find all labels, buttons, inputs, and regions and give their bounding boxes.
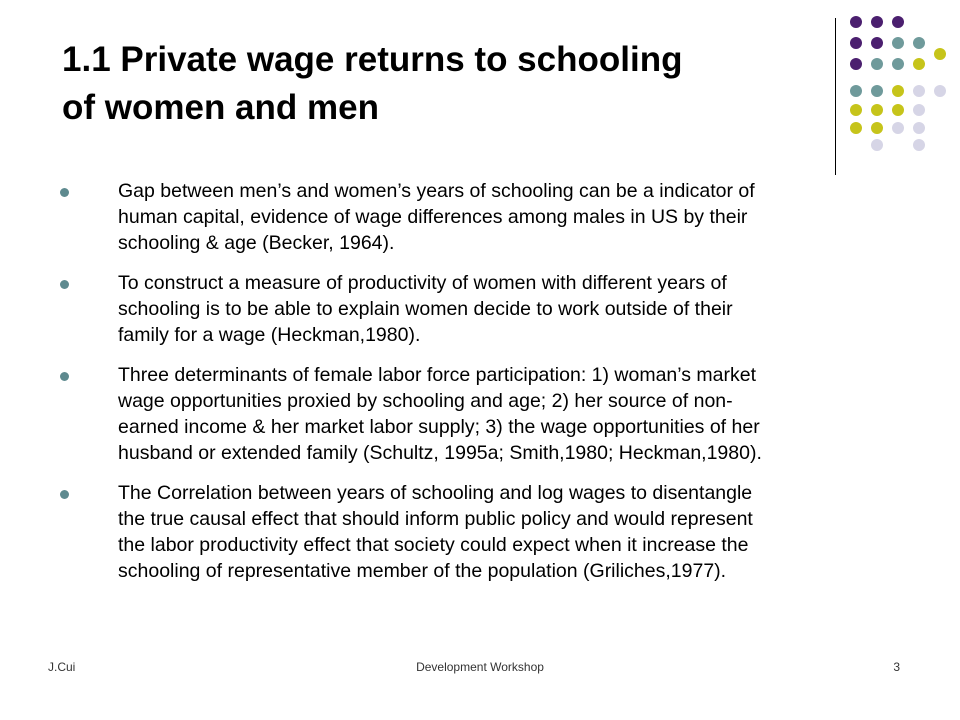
bullet-icon xyxy=(60,188,69,197)
footer-title: Development Workshop xyxy=(416,660,544,674)
dot xyxy=(892,85,904,97)
bullet-item xyxy=(60,270,920,348)
dot xyxy=(850,104,862,116)
bullet-line: Three determinants of female labor force participation: 1) woman’s market xyxy=(118,364,757,386)
bullet-icon xyxy=(60,280,69,289)
bullet-list xyxy=(60,178,920,598)
bullet-text xyxy=(118,270,920,348)
dot xyxy=(892,37,904,49)
dot xyxy=(850,58,862,70)
footer-page-number: 3 xyxy=(893,660,900,674)
bullet-text xyxy=(118,362,920,466)
bullet-text xyxy=(118,178,920,256)
slide-title-line: 1.1 Private wage returns to schooling xyxy=(62,40,683,79)
dot xyxy=(913,37,925,49)
bullet-line: the labor productivity effect that society could expect when it increase the xyxy=(118,534,749,556)
bullet-line: Gap between men’s and women’s years of schooling can be a indicator of xyxy=(118,180,755,202)
dot xyxy=(913,85,925,97)
bullet-item xyxy=(60,178,920,256)
bullet-icon xyxy=(60,490,69,499)
bullet-line: earned income & her market labor supply; 3) the wage opportunities of her xyxy=(118,416,760,438)
dot xyxy=(913,139,925,151)
bullet-icon xyxy=(60,372,69,381)
dot xyxy=(913,58,925,70)
title-divider-line xyxy=(835,18,836,175)
dot xyxy=(892,58,904,70)
dot xyxy=(892,122,904,134)
dot xyxy=(871,16,883,28)
dot xyxy=(913,104,925,116)
dot xyxy=(934,48,946,60)
dot xyxy=(871,104,883,116)
dot xyxy=(934,85,946,97)
bullet-line: schooling is to be able to explain women decide to work outside of their xyxy=(118,298,733,320)
decorative-dot-grid xyxy=(840,12,960,152)
bullet-item xyxy=(60,480,920,584)
dot xyxy=(871,37,883,49)
dot xyxy=(892,104,904,116)
dot xyxy=(871,85,883,97)
dot xyxy=(892,16,904,28)
dot xyxy=(850,16,862,28)
dot xyxy=(913,122,925,134)
dot xyxy=(850,85,862,97)
dot xyxy=(871,122,883,134)
dot xyxy=(871,139,883,151)
bullet-line: human capital, evidence of wage differences among males in US by their xyxy=(118,206,748,228)
slide-title xyxy=(62,36,842,132)
bullet-line: husband or extended family (Schultz, 1995a; Smith,1980; Heckman,1980). xyxy=(118,442,762,464)
bullet-item xyxy=(60,362,920,466)
dot xyxy=(850,122,862,134)
bullet-line: The Correlation between years of schooling and log wages to disentangle xyxy=(118,482,753,504)
bullet-line: schooling of representative member of the population (Griliches,1977). xyxy=(118,560,727,582)
bullet-line: family for a wage (Heckman,1980). xyxy=(118,324,421,346)
footer-author: J.Cui xyxy=(48,660,76,674)
slide-title-line: of women and men xyxy=(62,88,379,127)
bullet-text xyxy=(118,480,920,584)
bullet-line: the true causal effect that should inform public policy and would represent xyxy=(118,508,753,530)
dot xyxy=(850,37,862,49)
dot xyxy=(871,58,883,70)
bullet-line: schooling & age (Becker, 1964). xyxy=(118,232,395,254)
bullet-line: To construct a measure of productivity of women with different years of xyxy=(118,272,727,294)
bullet-line: wage opportunities proxied by schooling and age; 2) her source of non- xyxy=(118,390,733,412)
